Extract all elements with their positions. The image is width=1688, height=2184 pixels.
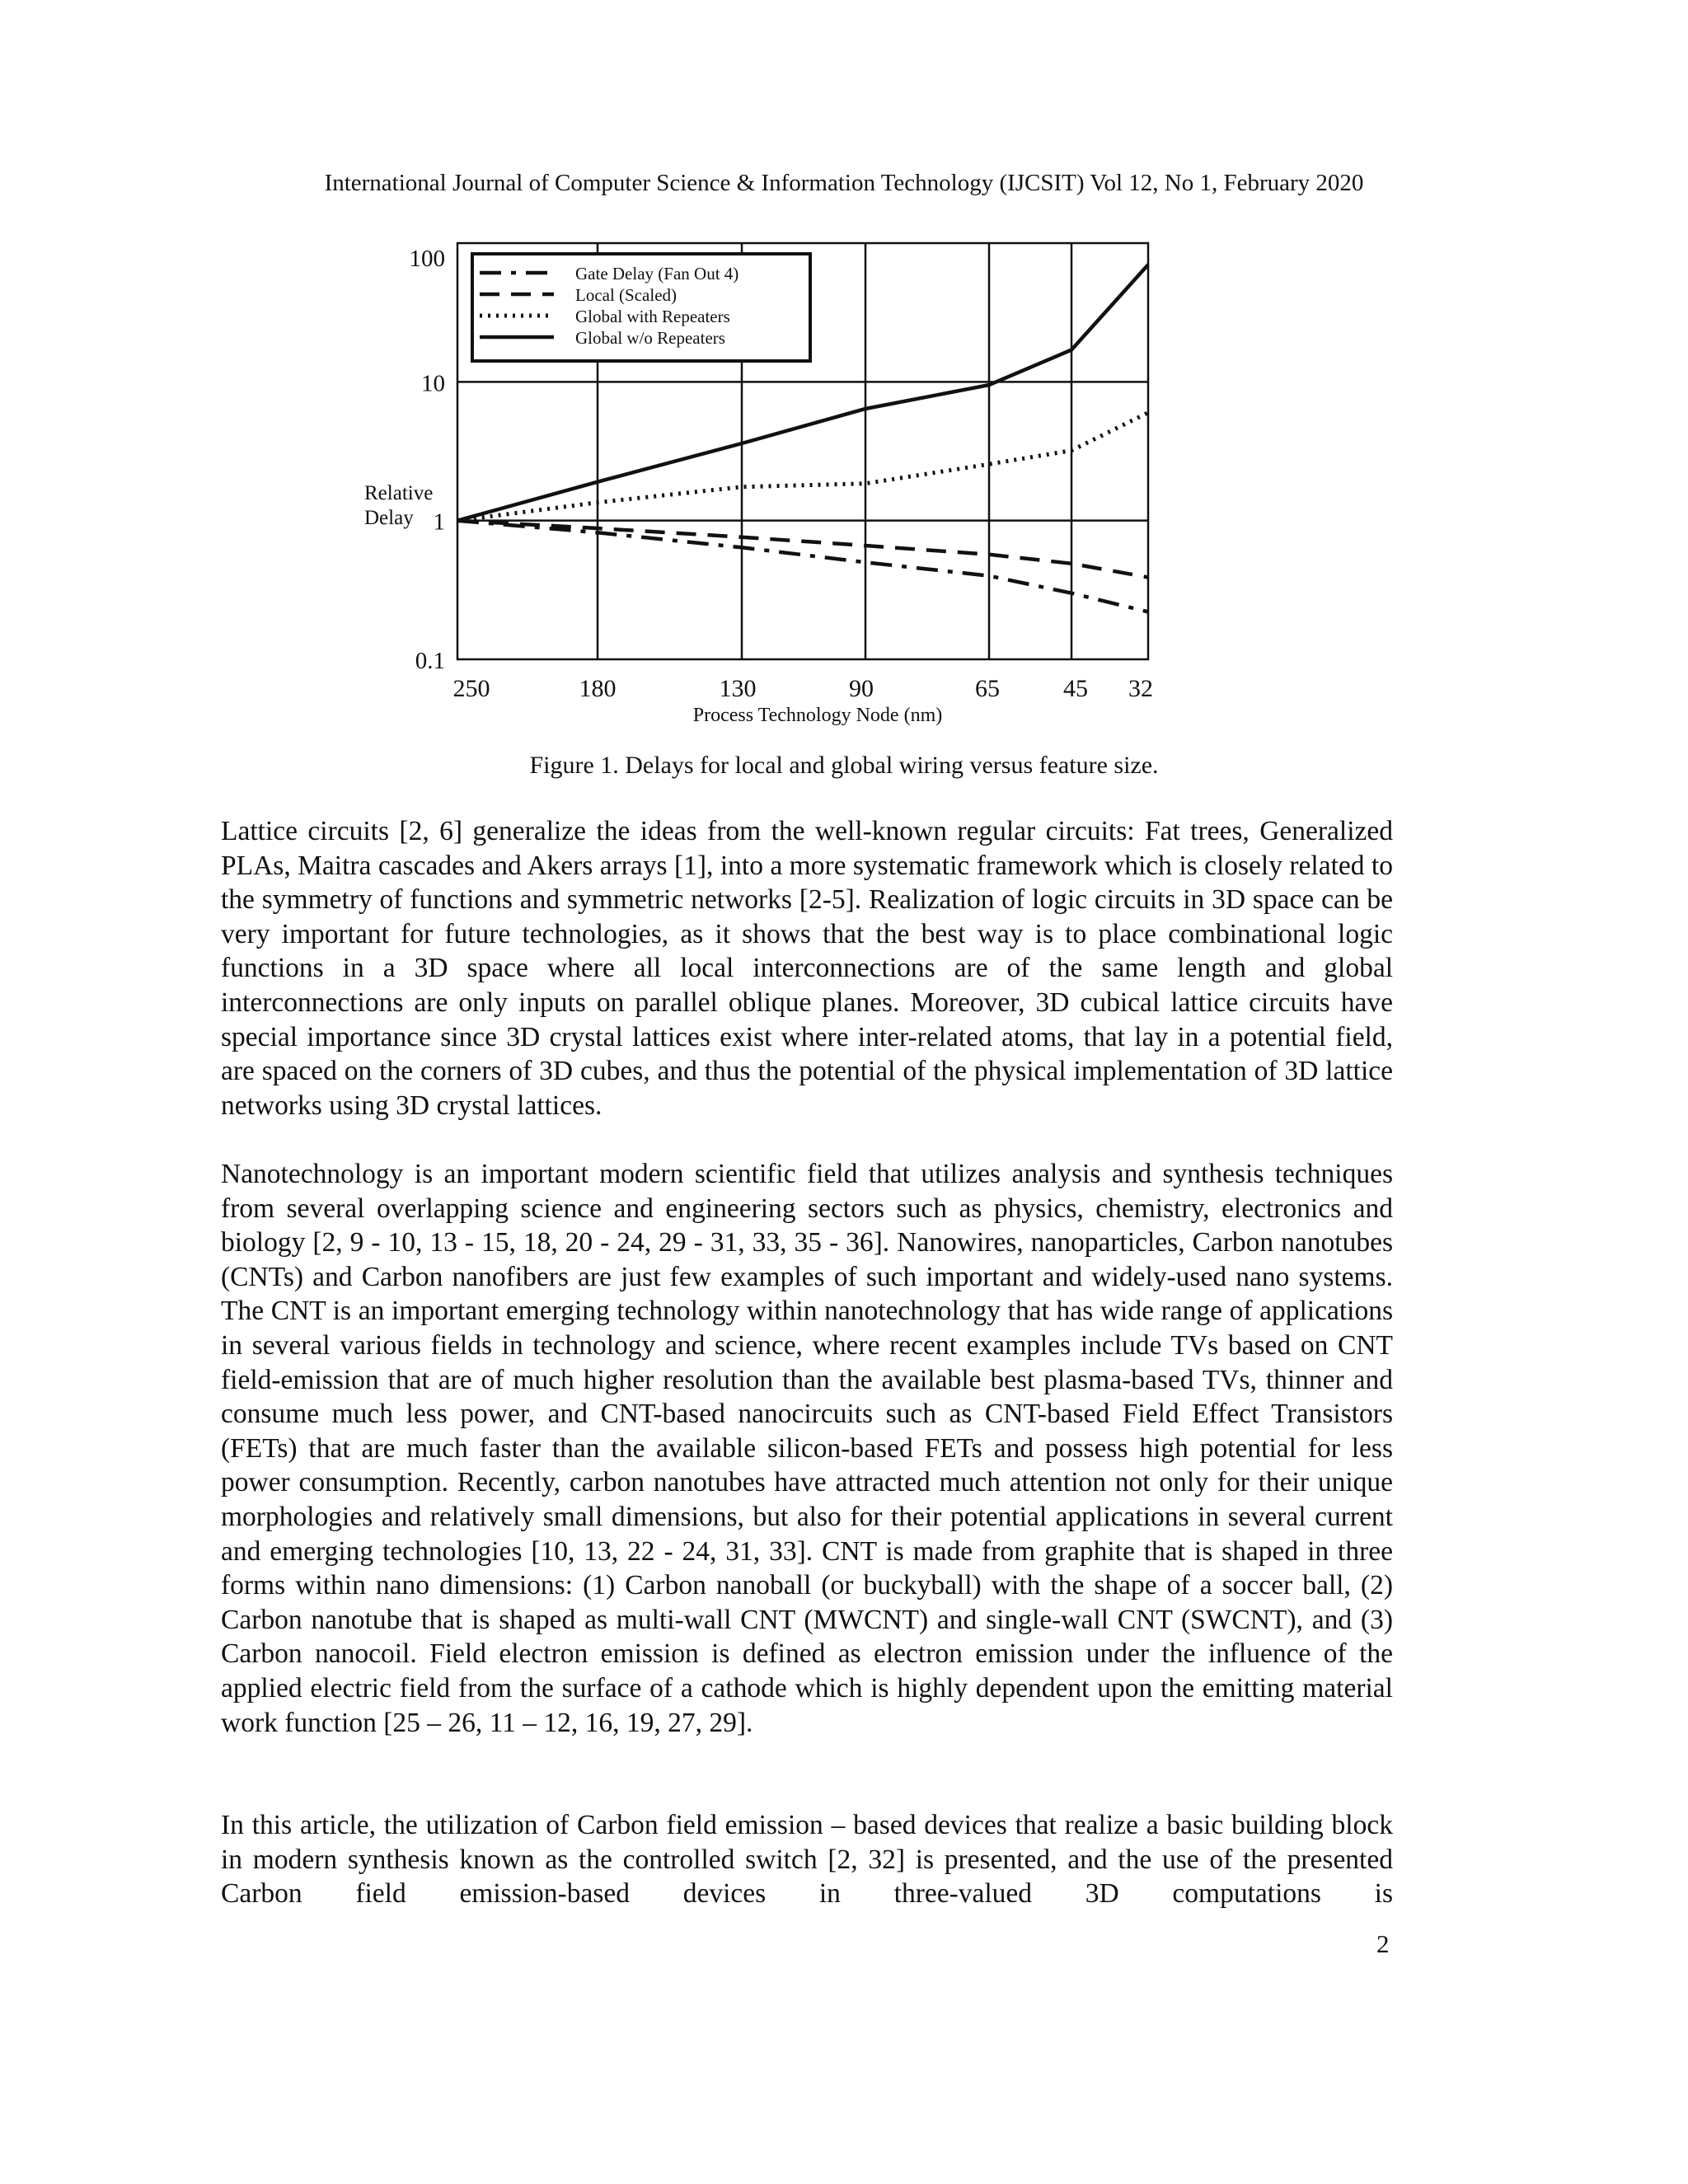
paragraph-nanotechnology [221,1157,1393,1740]
paragraph-text: In this article, the utilization of Carbon field emission – based devices that realize a basic building block in modern synthesis known as the controlled switch [2, 32] is presented, and the use of the presented Carbon field emission-based devices in three-valued 3D computations is [221,1810,1393,1910]
y-tick-label: 1 [433,509,445,536]
legend-entry: Global w/o Repeaters [575,328,725,348]
delay-chart [0,0,1688,742]
series-line-global-with-repeaters [457,413,1148,521]
figure-caption: Figure 1. Delays for local and global wiring versus feature size. [529,752,1159,779]
chart-legend [472,254,810,361]
x-tick-label: 250 [452,675,490,702]
legend-entry: Local (Scaled) [575,285,678,305]
x-tick-label: 90 [849,675,874,702]
paragraph-text: Nanotechnology is an important modern scientific field that utilizes analysis and synthesis techniques from several overlapping science and engineering sectors such as physics, chemistry, electronics and biology [2, 9 - 10, 13 - 15, 18, 20 - 24, 29 - 31, 33, 35 - 36]. Nanowires, nanoparticles, Carbon nanotubes (CNTs) and Carbon nanofibers are just few examples of such important and widely-used nano systems. The CNT is an important emerging technology within nanotechnology that has wide range of applications in several various fields in technology and science, where recent examples include TVs based on CNT field-emission that are of much higher resolution than the available best plasma-based TVs, thinner and consume much less power, and CNT-based nanocircuits such as CNT-based Field Effect Transistors (FETs) that are much faster than the available silicon-based FETs and possess high potential for less power consumption. Recently, carbon nanotubes have attracted much attention not only for their unique morphologies and relatively small dimensions, but also for their potential applications in several current and emerging technologies [10, 13, 22 - 24, 31, 33]. CNT is made from graphite that is shaped in three forms within nano dimensions: (1) Carbon nanoball (or buckyball) with the shape of a soccer ball, (2) Carbon nanotube that is shaped as multi-wall CNT (MWCNT) and single-wall CNT (SWCNT), and (3) Carbon nanocoil. Field electron emission is defined as electron emission under the influence of the applied electric field from the surface of a cathode which is highly dependent upon the emitting material work function [25 – 26, 11 – 12, 16, 19, 27, 29]. [221,1159,1393,1738]
legend-entry: Global with Repeaters [575,307,730,326]
x-tick-label: 130 [719,675,757,702]
paragraph-lattice-circuits [221,814,1393,1122]
x-axis-label: Process Technology Node (nm) [692,705,943,726]
y-tick-label: 10 [421,370,445,397]
y-axis-label: Delay [364,507,414,529]
legend-entry: Gate Delay (Fan Out 4) [575,264,739,284]
x-tick-label: 32 [1128,675,1153,702]
series-line-gate-delay-fan-out-4- [457,521,1148,612]
y-tick-label: 100 [409,246,445,272]
paragraph-article-intro [221,1808,1393,1911]
running-header: International Journal of Computer Science & Information Technology (IJCSIT) Vol 12, No 1, February 2020 [324,170,1364,196]
y-axis-label: Relative [364,482,434,504]
x-tick-label: 180 [579,675,617,702]
paragraph-text: Lattice circuits [2, 6] generalize the ideas from the well-known regular circuits: Fat trees, Generalized PLAs, Maitra cascades and Akers arrays [1], into a more systematic framework which is closely related to the symmetry of functions and symmetric networks [2-5]. Realization of logic circuits in 3D space can be very important for future technologies, as it shows that the best way is to place combinational logic functions in a 3D space where all local interconnections are of the same length and global interconnections are only inputs on parallel oblique planes. Moreover, 3D cubical lattice circuits have special importance since 3D crystal lattices exist where inter-related atoms, that lay in a potential field, are spaced on the corners of 3D cubes, and thus the potential of the physical implementation of 3D lattice networks using 3D crystal lattices. [221,816,1393,1121]
x-tick-label: 45 [1063,675,1088,702]
x-tick-label: 65 [975,675,1000,702]
y-tick-label: 0.1 [415,648,445,674]
page-number: 2 [1376,1929,1390,1958]
